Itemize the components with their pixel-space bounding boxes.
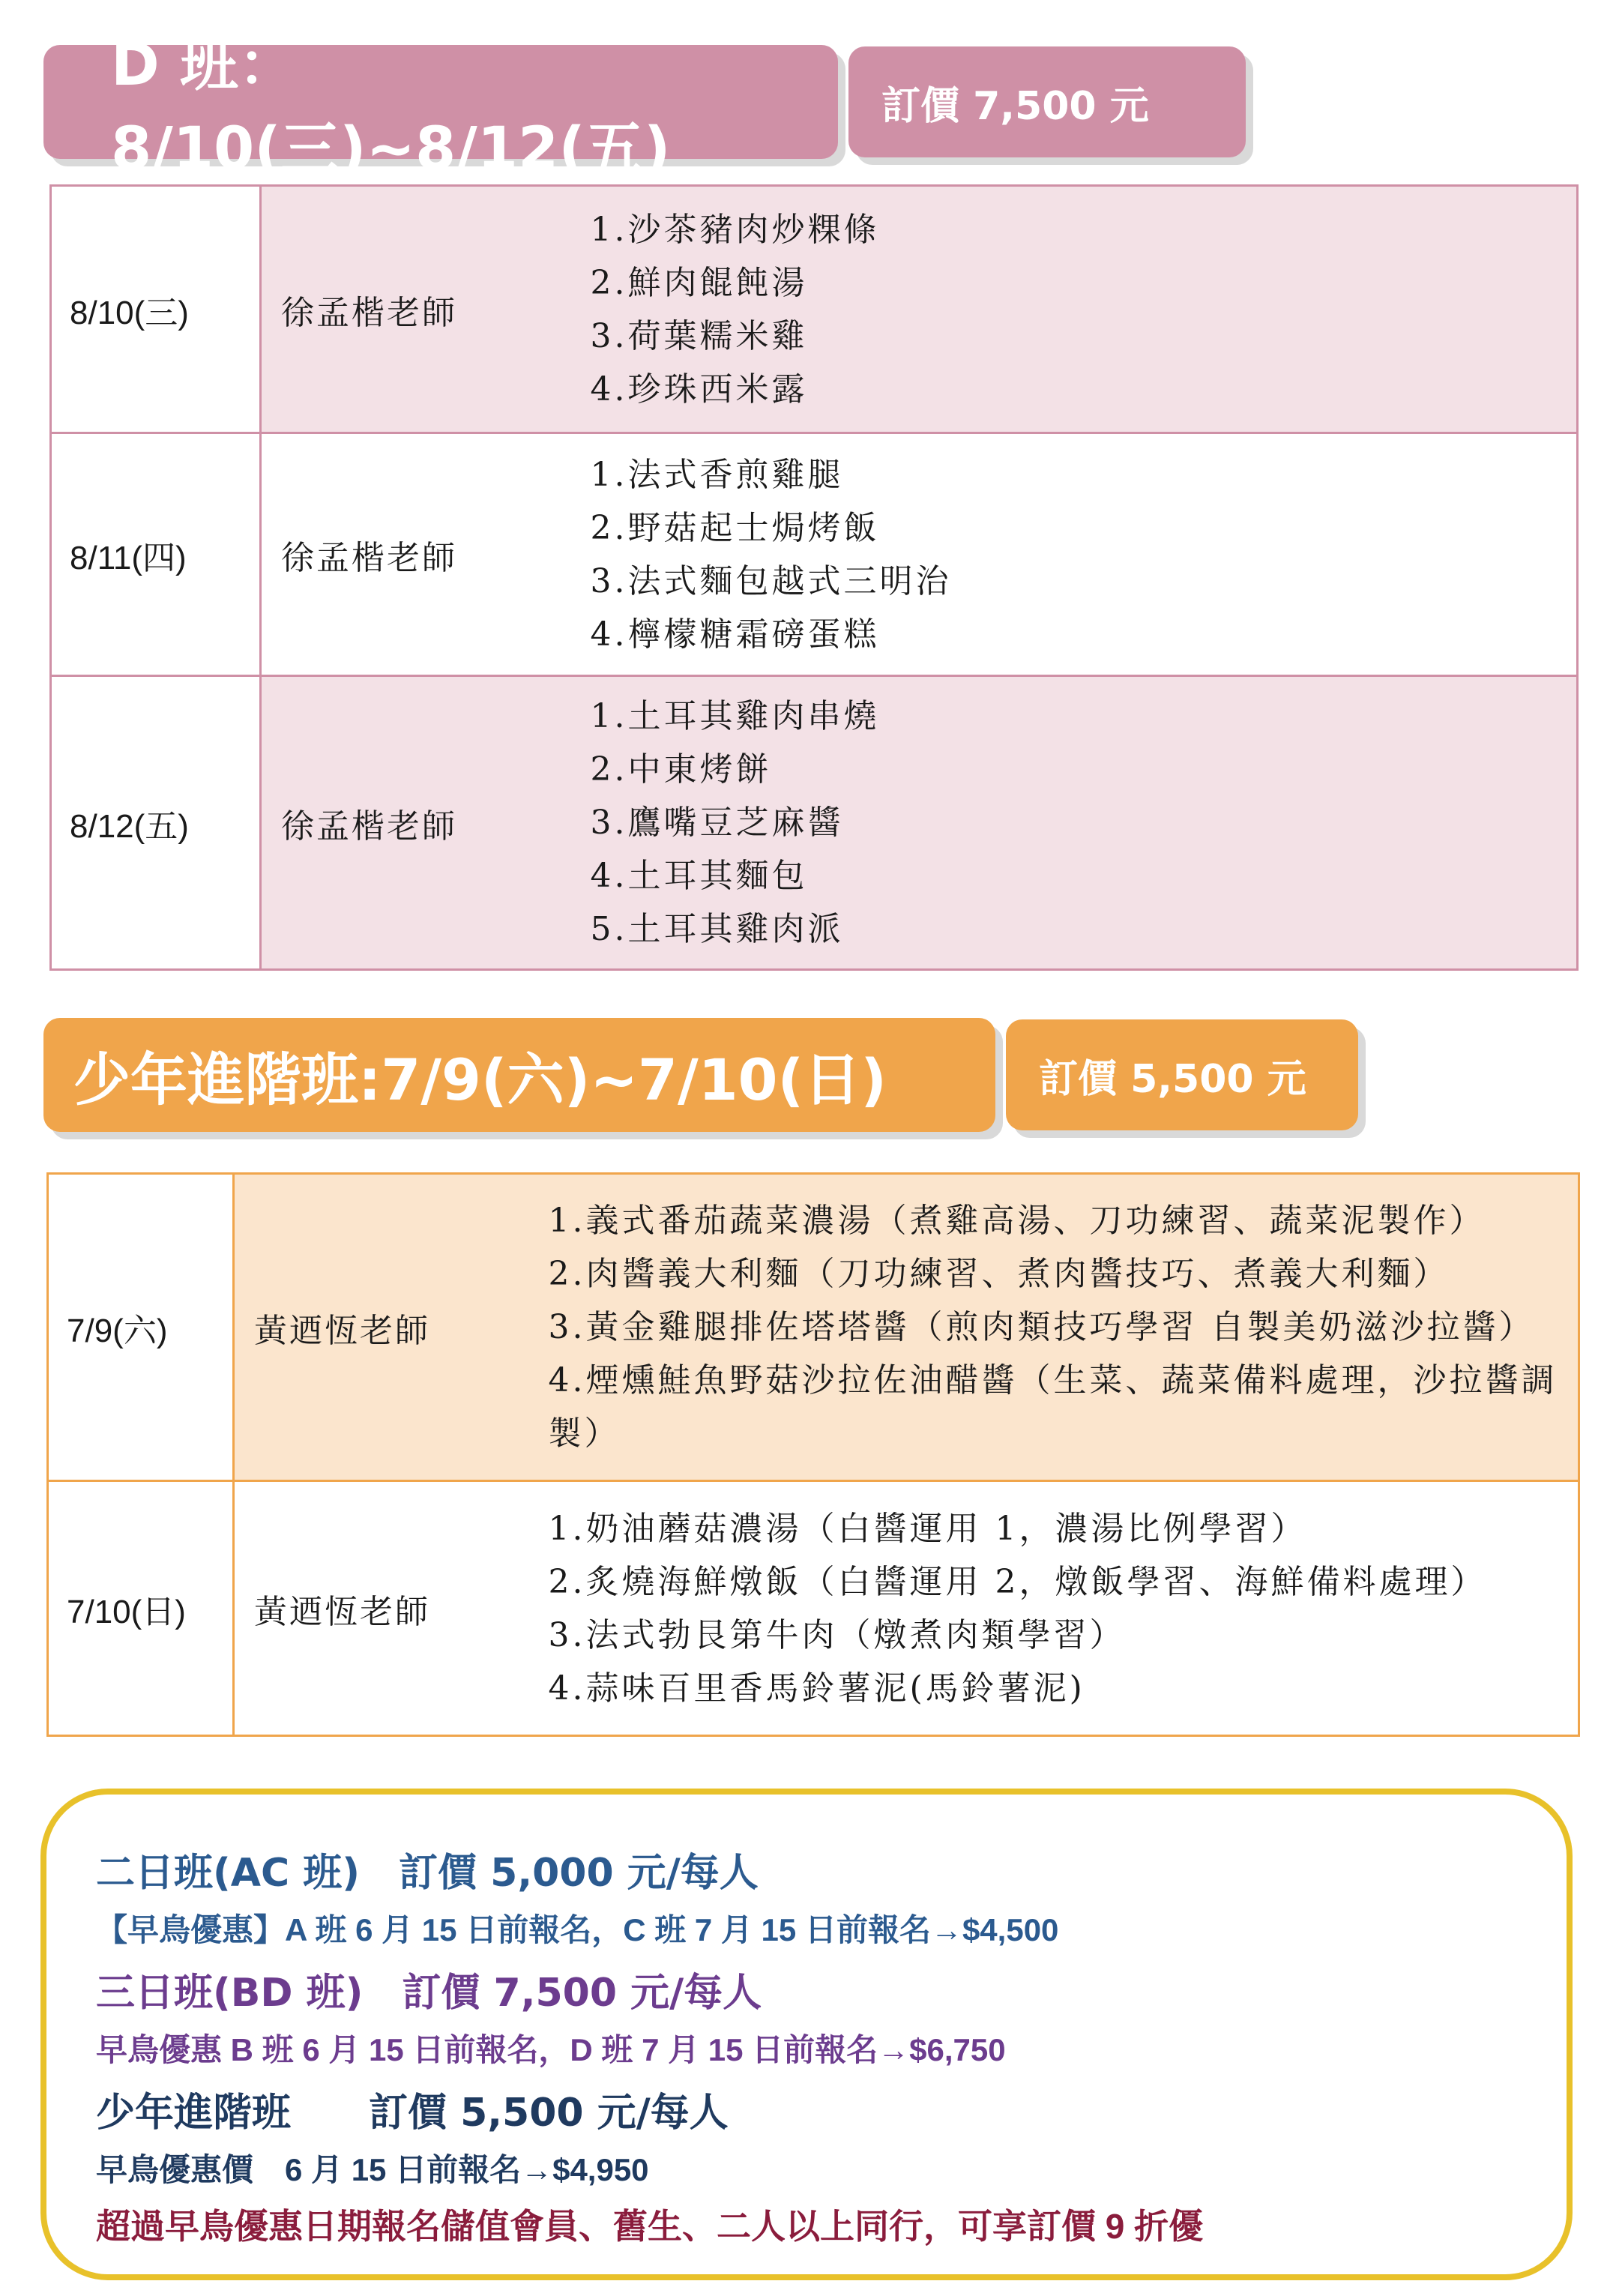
promo-three-day-early-bird: 早鳥優惠 B 班 6 月 15 日前報名，D 班 7 月 15 日前報名→$6,750 xyxy=(96,2032,1006,2067)
menu-item: 3.鷹嘴豆芝麻醬 xyxy=(590,804,844,842)
junior-class-title: 少年進階班:7/9(六)~7/10(日) xyxy=(73,1046,887,1113)
menu-item: 5.土耳其雞肉派 xyxy=(590,910,844,948)
menu-item: 2.中東烤餅 xyxy=(590,750,772,789)
junior-class-price-banner xyxy=(1006,1019,1358,1130)
menu-item: 4.煙燻鮭魚野菇沙拉佐油醋醬（生菜、蔬菜備料處理，沙拉醬調製） xyxy=(548,1361,1558,1453)
promo-junior-early-bird: 早鳥優惠價 6 月 15 日前報名→$4,950 xyxy=(96,2152,649,2187)
d-class-price: 訂價 7,500 元 xyxy=(881,83,1149,129)
table-row xyxy=(48,1174,1579,1481)
promo-three-day-price: 三日班(BD 班) 訂價 7,500 元/每人 xyxy=(96,1971,762,2016)
schedule-teacher: 徐孟楷老師 xyxy=(261,186,591,433)
menu-item: 3.法式勃艮第牛肉（燉煮肉類學習） xyxy=(548,1615,1126,1654)
promo-discount-note: 超過早鳥優惠日期報名儲值會員、舊生、二人以上同行，可享訂價 9 折優 xyxy=(96,2207,1204,2246)
menu-item: 2.炙燒海鮮燉飯（白醬運用 2，燉飯學習、海鮮備料處理） xyxy=(548,1562,1487,1601)
schedule-teacher: 黃迺恆老師 xyxy=(234,1481,549,1736)
menu-item: 2.肉醬義大利麵（刀功練習、煮肉醬技巧、煮義大利麵） xyxy=(548,1255,1450,1293)
menu-item: 3.法式麵包越式三明治 xyxy=(590,561,952,600)
menu-item: 4.蒜味百里香馬鈴薯泥(馬鈴薯泥) xyxy=(548,1669,1085,1708)
d-class-price-banner xyxy=(848,46,1246,157)
schedule-teacher: 徐孟楷老師 xyxy=(261,433,591,676)
schedule-menu xyxy=(549,1174,1579,1481)
table-row xyxy=(51,186,1578,433)
d-class-title: D 班：8/10(三)~8/12(五) xyxy=(111,31,671,183)
schedule-menu xyxy=(591,186,1578,433)
menu-item: 4.土耳其麵包 xyxy=(590,857,808,895)
schedule-menu xyxy=(549,1481,1579,1736)
schedule-date: 8/12(五) xyxy=(51,676,261,970)
schedule-menu xyxy=(591,676,1578,970)
pricing-promo-box xyxy=(40,1789,1573,2280)
table-row xyxy=(51,433,1578,676)
schedule-date: 8/10(三) xyxy=(51,186,261,433)
junior-class-schedule-table xyxy=(46,1172,1580,1737)
junior-class-title-banner xyxy=(43,1018,995,1132)
junior-class-price: 訂價 5,500 元 xyxy=(1039,1056,1306,1102)
menu-item: 3.黃金雞腿排佐塔塔醬（煎肉類技巧學習 自製美奶滋沙拉醬） xyxy=(548,1308,1535,1346)
menu-item: 1.義式番茄蔬菜濃湯（煮雞高湯、刀功練習、蔬菜泥製作） xyxy=(548,1202,1486,1240)
promo-two-day-price: 二日班(AC 班) 訂價 5,000 元/每人 xyxy=(96,1851,759,1896)
menu-item: 1.法式香煎雞腿 xyxy=(590,455,844,494)
schedule-date: 8/11(四) xyxy=(51,433,261,676)
promo-junior-price: 少年進階班 訂價 5,500 元/每人 xyxy=(96,2091,729,2136)
d-class-schedule-table xyxy=(49,184,1579,971)
table-row xyxy=(51,676,1578,970)
schedule-teacher: 徐孟楷老師 xyxy=(261,676,591,970)
schedule-menu xyxy=(591,433,1578,676)
schedule-date: 7/9(六) xyxy=(48,1174,234,1481)
menu-item: 1.土耳其雞肉串燒 xyxy=(590,697,880,735)
menu-item: 4.珍珠西米露 xyxy=(590,370,808,409)
menu-item: 3.荷葉糯米雞 xyxy=(590,316,808,355)
menu-item: 4.檸檬糖霜磅蛋糕 xyxy=(590,615,880,654)
schedule-date: 7/10(日) xyxy=(48,1481,234,1736)
menu-item: 2.野菇起士焗烤飯 xyxy=(590,508,880,547)
menu-item: 2.鮮肉餛飩湯 xyxy=(590,263,808,302)
table-row xyxy=(48,1481,1579,1736)
d-class-title-banner xyxy=(43,31,838,183)
menu-item: 1.奶油蘑菇濃湯（白醬運用 1，濃湯比例學習） xyxy=(548,1509,1307,1548)
promo-two-day-early-bird: 【早鳥優惠】A 班 6 月 15 日前報名，C 班 7 月 15 日前報名→$4,500 xyxy=(96,1912,1059,1947)
schedule-teacher: 黃迺恆老師 xyxy=(234,1174,549,1481)
menu-item: 1.沙茶豬肉炒粿條 xyxy=(590,210,880,249)
